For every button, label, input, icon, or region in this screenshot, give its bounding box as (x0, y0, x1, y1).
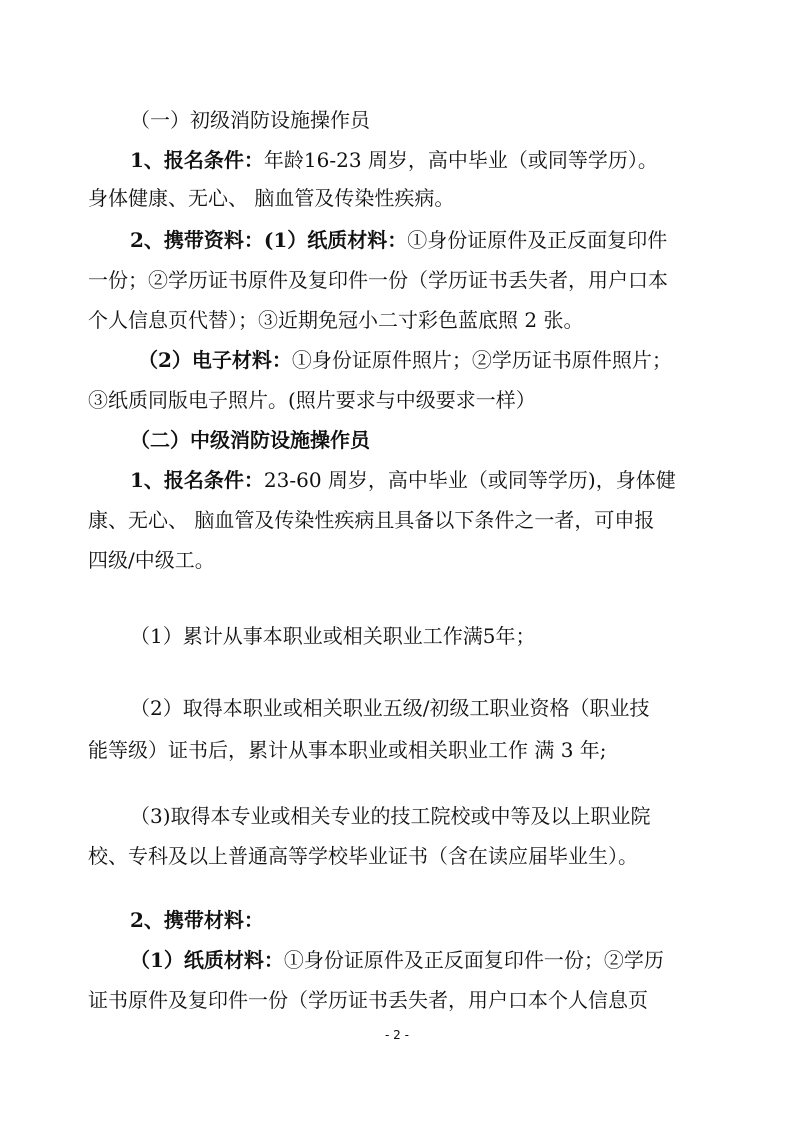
intermediate-paper-materials-line-2: 证书原件及复印件一份（学历证书丢失者，用户口本个人信息页 (88, 988, 648, 1012)
junior-requirements-line-2: 身体健康、无心、 脑血管及传染性疾病。 (88, 186, 455, 210)
junior-electronic-line-1: （2）电子材料：①身份证原件照片；②学历证书原件照片； (138, 348, 672, 372)
condition-item-3-line-1: （3)取得本专业或相关专业的技工院校或中等及以上职业院 (130, 804, 651, 828)
section-heading-intermediate: （二）中级消防设施操作员 (130, 428, 370, 452)
section-heading-junior: （一）初级消防设施操作员 (130, 108, 370, 132)
junior-materials-line-2: 一份；②学历证书原件及复印件一份（学历证书丢失者，用户口本 (88, 268, 668, 292)
junior-requirements-line-1: 1、报名条件：年龄16-23 周岁，高中毕业（或同等学历）。 (130, 148, 658, 172)
intermediate-requirements-line-3: 四级/中级工。 (88, 548, 215, 572)
intermediate-requirements-line-1: 1、报名条件：23-60 周岁，高中毕业（或同等学历)，身体健 (130, 468, 676, 492)
intermediate-materials-heading: 2、携带材料： (130, 908, 264, 932)
condition-item-2-line-1: （2）取得本职业或相关职业五级/初级工职业资格（职业技 (130, 696, 650, 720)
intermediate-requirements-line-2: 康、无心、 脑血管及传染性疾病且具备以下条件之一者，可申报 (88, 508, 655, 532)
page-number: - 2 - (385, 1028, 409, 1042)
junior-electronic-line-2: ③纸质同版电子照片。(照片要求与中级要求一样） (88, 388, 536, 412)
condition-item-2-line-2: 能等级）证书后，累计从事本职业或相关职业工作 满 3 年; (88, 738, 607, 762)
condition-item-1: （1）累计从事本职业或相关职业工作满5年； (130, 624, 536, 648)
intermediate-paper-materials-line-1: （1）纸质材料：①身份证原件及正反面复印件一份；②学历 (130, 948, 664, 972)
condition-item-3-line-2: 校、专科及以上普通高等学校毕业证书（含在读应届毕业生）。 (88, 844, 638, 868)
junior-materials-line-1: 2、携带资料：(1）纸质材料：①身份证原件及正反面复印件 (130, 228, 668, 252)
junior-materials-line-3: 个人信息页代替）；③近期免冠小二寸彩色蓝底照 2 张。 (88, 308, 584, 332)
